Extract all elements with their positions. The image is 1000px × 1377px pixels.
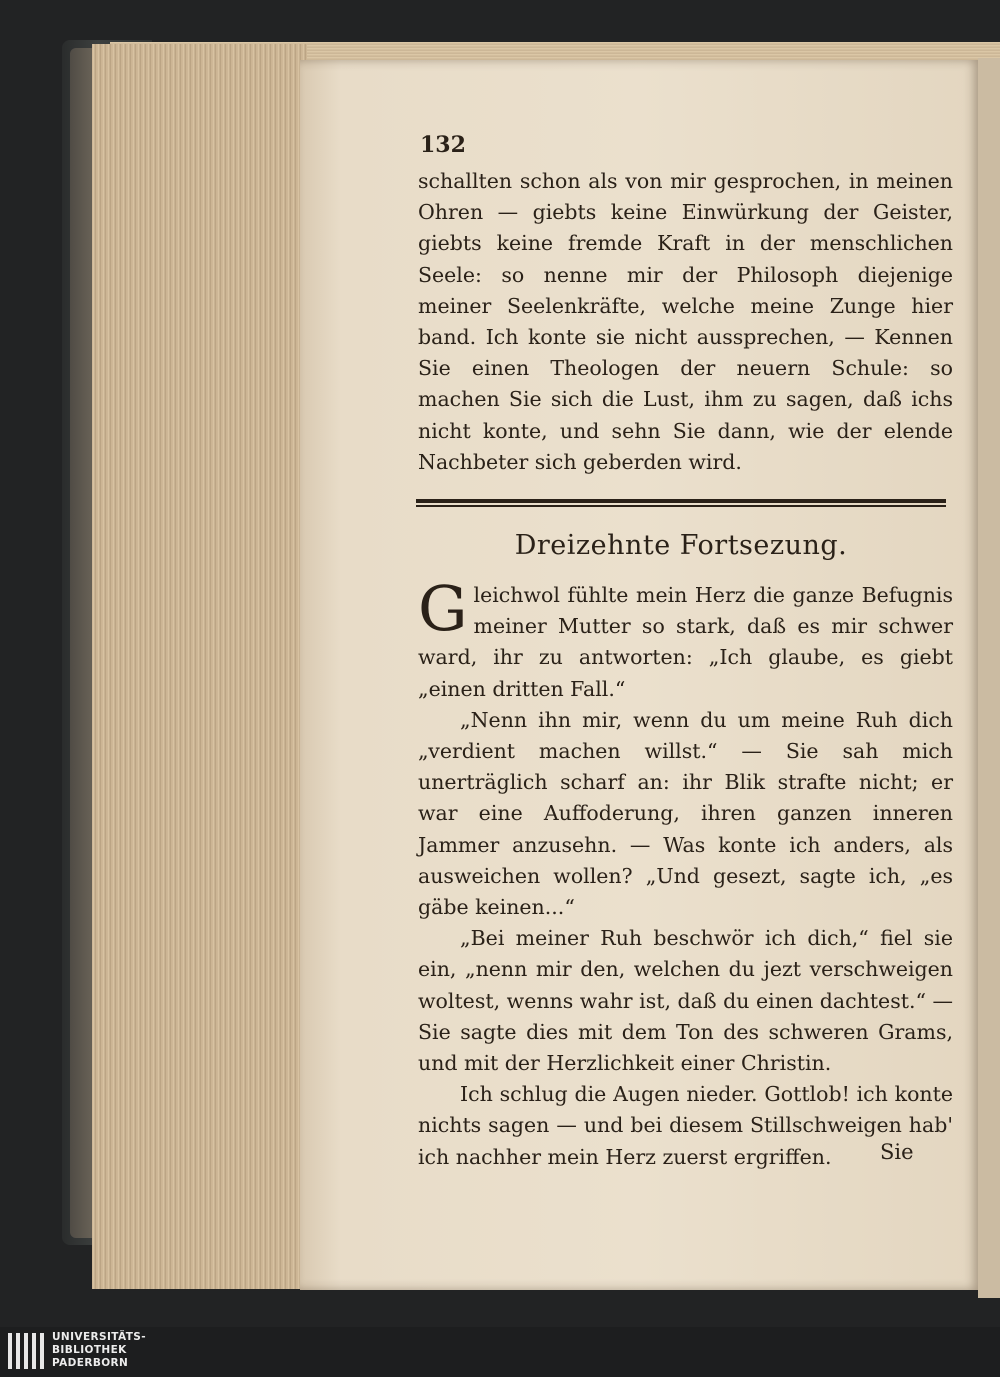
logo-line-2: BIBLIOTHEK	[52, 1344, 127, 1356]
chapter-heading: Dreizehnte Fortsezung.	[514, 530, 848, 561]
section-rule-thick	[416, 499, 946, 503]
library-logo-text	[52, 1331, 146, 1370]
top-paragraph	[418, 166, 953, 478]
logo-line-1: UNIVERSITÄTS-	[52, 1331, 147, 1343]
library-logo-icon	[8, 1333, 44, 1369]
chapter-body	[418, 572, 953, 1173]
next-page-edge	[978, 58, 1000, 1298]
page-block-edge	[92, 44, 307, 1289]
section-rule-thin	[416, 505, 946, 507]
catchword: Sie	[880, 1140, 914, 1164]
logo-line-3: PADERBORN	[52, 1357, 129, 1369]
first-paragraph	[418, 572, 953, 705]
library-footer	[0, 1327, 1000, 1377]
second-paragraph: „Nenn ihn mir, wenn du um meine Ruh dich „verdient machen willst.“ — Sie sah mich unerträglich scharf an: ihr Blik strafte nicht; er war eine Auffoderung, ihren ganzen inneren Jammer anzusehn. — Was konte ich anders, als ausweichen wollen? „Und gesezt, sagte ich, „es gäbe keinen...“	[418, 707, 953, 920]
first-paragraph-text: leichwol fühlte mein Herz die ganze Befugnis meiner Mutter so stark, daß es mir schwer ward, ihr zu antworten: „Ich glaube, es giebt „einen dritten Fall.“	[418, 583, 953, 701]
fourth-paragraph: Ich schlug die Augen nieder. Gottlob! ich konte nichts sagen — und bei diesem Stillschweigen hab' ich nachher mein Herz zuerst ergriffen.	[418, 1082, 953, 1169]
third-paragraph: „Bei meiner Ruh beschwör ich dich,“ fiel sie ein, „nenn mir den, welchen du jezt verschweigen woltest, wenns wahr ist, daß du einen dachtest.“ — Sie sagte dies mit dem Ton des schweren Grams, und mit der Herzlichkeit einer Christin.	[418, 926, 953, 1076]
top-paragraph-text: schallten schon als von mir gesprochen, in meinen Ohren — giebts keine Einwürkung der Geister, giebts keine fremde Kraft in der menschlichen Seele: so nenne mir der Philosoph diejenige meiner Seelenkräfte, welche meine Zunge hier band. Ich konte sie nicht aussprechen, — Kennen Sie einen Theologen der neuern Schule: so machen Sie sich die Lust, ihm zu sagen, daß ichs nicht konte, und sehn Sie dann, wie der elende Nachbeter sich geberden wird.	[418, 169, 953, 474]
drop-cap: G	[418, 572, 468, 645]
page-number: 132	[420, 132, 466, 158]
